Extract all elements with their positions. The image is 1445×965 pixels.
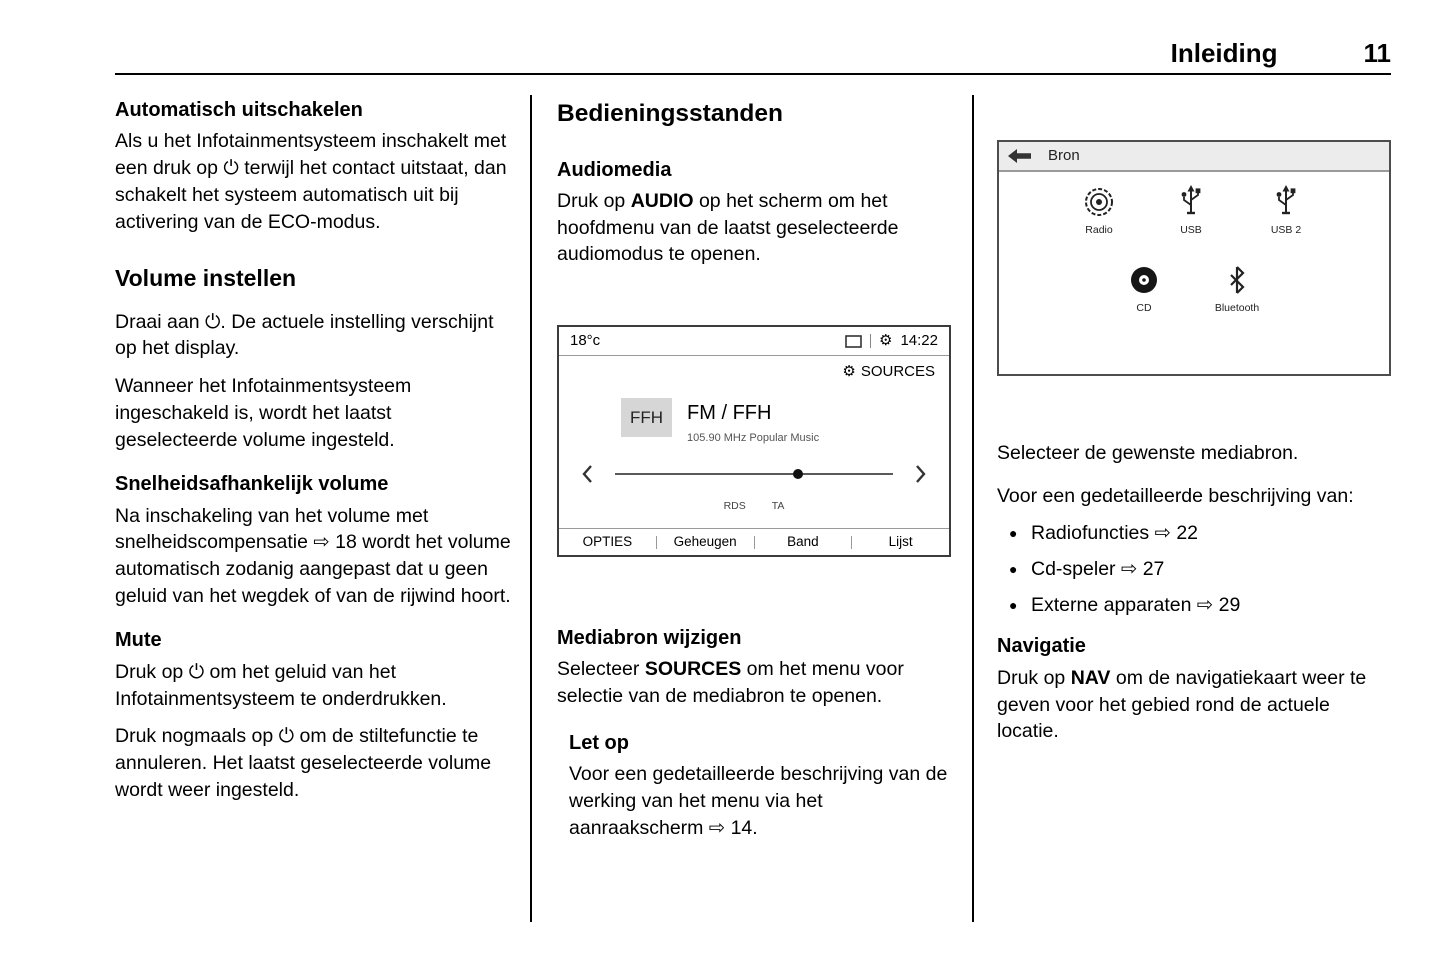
paragraph-sources-keyword: SOURCES [644,658,742,681]
heading-change-source: Mediabron wijzigen [557,627,742,650]
column-divider-left [530,95,532,922]
column-right [997,95,1391,756]
heading-audiomedia: Audiomedia [557,158,672,181]
paragraph-detail-intro: Voor een gedetailleerde beschrijving van: [997,484,1354,507]
list-item [997,556,1391,583]
tuning-position-dot [793,469,803,479]
rds-ta-row [559,499,949,513]
column-left [115,95,515,814]
tuning-slider [559,446,949,484]
column-divider-right [972,95,974,922]
heading-mute: Mute [115,629,162,652]
source-item-radio [1056,184,1142,237]
radio-screen-illustration [557,325,951,557]
paragraph-sources-pre: Selecteer [557,658,645,681]
source-label-usb: USB [1180,224,1202,236]
radio-status-bar [559,327,949,356]
paragraph-audio-keyword: AUDIO [630,189,694,212]
station-preset-tile: FFH [621,398,672,437]
paragraph-mute-1: Druk op ⏻ om het geluid van het Infotainmentsysteem te onderdrukken. [115,660,447,710]
paragraph-sources [557,656,951,709]
station-info-block [559,383,949,446]
source-item-usb [1148,184,1234,237]
source-item-bluetooth [1194,262,1280,315]
note-text: Voor een gedetailleerde beschrijving van de werking van het menu via het aanraakscherm ⇨ 14. [569,763,948,839]
paragraph-nav-pre: Druk op [997,666,1071,689]
radio-icon [1056,184,1142,220]
paragraph-audio-pre: Druk op [557,189,631,212]
chevron-right-icon [915,464,927,484]
usb-icon [1148,184,1234,220]
paragraph-auto-off: Als u het Infotainmentsysteem inschakelt met een druk op ⏻ terwijl het contact uitstaat, dan schakelt het systeem automatisch uit bij activering van de ECO-modus. [115,130,507,233]
back-arrow-icon [1008,149,1032,163]
heading-volume: Volume instellen [115,265,297,292]
note-title: Let op [569,731,629,754]
heading-speed-volume: Snelheidsafhankelijk volume [115,473,389,496]
source-item-usb2 [1243,184,1329,237]
source-label-cd: CD [1136,302,1152,314]
paragraph-volume-2: Wanneer het Infotainmentsysteem ingeschakeld is, wordt het laatst geselecteerde volume ingesteld. [115,375,412,451]
page-header [115,38,1391,69]
paragraph-audio-post: op het scherm om het hoofdmenu van de laatst geselecteerde audiomodus te openen. [557,189,899,266]
bullet-icon: ● [1009,597,1018,614]
menu-item-band: Band [787,533,819,549]
sources-gear-icon: ⚙ [842,363,856,381]
source-label-usb2: USB 2 [1270,224,1302,236]
bullet-icon: ● [1009,525,1018,542]
reference-list [997,520,1391,619]
header-rule [115,73,1391,75]
source-screen-title: Bron [1048,146,1080,164]
station-frequency: 105.90 MHz Popular Music [687,432,820,444]
paragraph-mute-2: Druk nogmaals op ⏻ om de stiltefunctie te annuleren. Het laatst geselecteerde volume wordt weer ingesteld. [115,725,492,801]
list-item [997,592,1391,619]
paragraph-navigation [997,665,1391,745]
heading-auto-off: Automatisch uitschakelen [115,99,363,121]
sources-button [559,356,949,383]
note-block [557,730,951,842]
display-icon [845,335,862,348]
menu-item-lijst: Lijst [888,533,913,549]
paragraph-nav-post: om de navigatiekaart weer te geven voor het gebied rond de actuele locatie. [997,666,1367,743]
list-item-text: Externe apparaten ⇨ 29 [1031,594,1241,617]
menu-item-geheugen: Geheugen [673,533,737,549]
paragraph-audio [557,188,951,268]
column-middle [557,95,951,852]
heading-operating-modes: Bedieningsstanden [557,100,783,127]
ta-flag: TA [771,500,785,513]
station-text-block [687,398,819,446]
list-item-text: Cd-speler ⇨ 27 [1031,558,1165,581]
source-label-bluetooth: Bluetooth [1214,302,1260,314]
temperature-readout: 18°c [570,331,601,349]
menu-item-opties: OPTIES [582,533,633,549]
cd-icon [1101,262,1187,298]
paragraph-volume-1: Draai aan ⏻. De actuele instelling verschijnt op het display. [115,310,494,360]
source-screen-illustration [997,140,1391,376]
bluetooth-icon [1194,262,1280,298]
source-item-cd [1101,262,1187,315]
source-label-radio: Radio [1085,224,1113,236]
paragraph-nav-keyword: NAV [1070,666,1111,689]
page-number: 11 [1363,38,1391,68]
tuning-track [615,473,893,475]
sources-label: SOURCES [860,363,935,381]
paragraph-speed-volume: Na inschakeling van het volume met snelheidscompensatie ⇨ 18 wordt het volume automatisch zodanig aangepast dat u geen geluid van het wegdek of van de rijwind hoort. [115,504,511,607]
status-right-group [845,331,938,352]
paragraph-select-source: Selecteer de gewenste mediabron. [997,442,1299,464]
heading-navigation: Navigatie [997,635,1086,658]
source-screen-header [999,142,1389,172]
list-item [997,520,1391,547]
chapter-title: Inleiding [1170,38,1278,68]
station-title: FM / FFH [687,401,772,424]
radio-menu-bar [559,528,949,555]
bullet-icon: ● [1009,561,1018,578]
settings-gear-icon: ⚙ [879,331,893,349]
chevron-left-icon [581,464,593,484]
clock-readout: 14:22 [900,331,938,349]
paragraph-sources-post: om het menu voor selectie van de mediabron te openen. [557,658,904,708]
status-divider [870,334,871,348]
rds-flag: RDS [723,500,746,513]
list-item-text: Radiofuncties ⇨ 22 [1031,522,1199,545]
usb2-icon [1243,184,1329,220]
